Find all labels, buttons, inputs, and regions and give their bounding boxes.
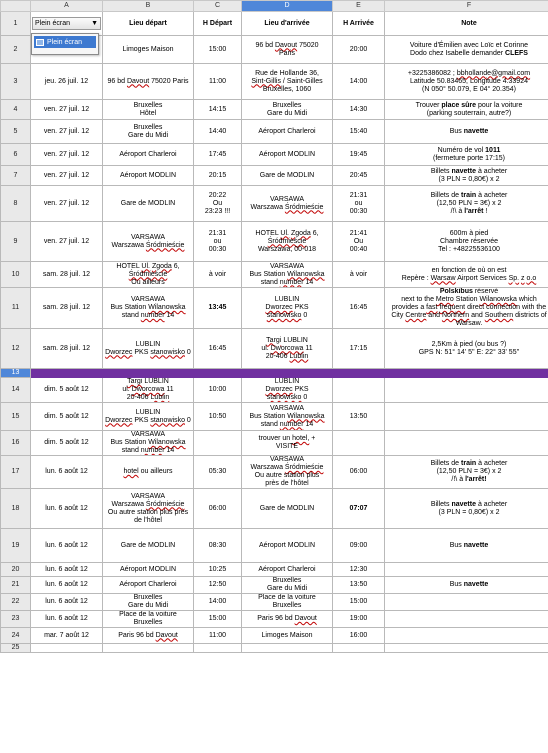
- purple-separator-band: [31, 369, 548, 378]
- cell-h-arrivee[interactable]: à voir: [333, 262, 385, 288]
- cell-date[interactable]: lun. 6 août 12: [31, 456, 103, 489]
- table-row: [1, 262, 548, 288]
- header-h-arrivee[interactable]: H Arrivée: [333, 12, 385, 36]
- cell-h-depart[interactable]: 16:45: [194, 329, 242, 369]
- table-row: [1, 611, 548, 628]
- header-h-depart[interactable]: H Départ: [194, 12, 242, 36]
- cell-h-arrivee[interactable]: [333, 431, 385, 456]
- cell-lieu-arrivee[interactable]: Bruxelles Gare du Midi: [242, 100, 333, 120]
- cell-h-depart[interactable]: 20:15: [194, 166, 242, 186]
- table-row: [1, 563, 548, 577]
- cell-date[interactable]: sam. 28 juil. 12: [31, 262, 103, 288]
- row-number[interactable]: 4: [1, 100, 31, 120]
- cell-h-depart[interactable]: à voir: [194, 262, 242, 288]
- cell-lieu-arrivee[interactable]: LUBLIN Dworzec PKS stanowisko 0: [242, 288, 333, 329]
- cell-date[interactable]: mar. 7 août 12: [31, 628, 103, 644]
- cell-lieu-arrivee[interactable]: Aéroport Charleroi: [242, 563, 333, 577]
- empty-cell[interactable]: [103, 644, 194, 653]
- autofilter-label: Plein écran: [35, 19, 71, 27]
- cell-lieu-arrivee[interactable]: Bruxelles Gare du Midi: [242, 577, 333, 594]
- cell-lieu-depart[interactable]: VARSAWA Warszawa Śródmieście Ou autre station plus près de l'hôtel: [103, 489, 194, 529]
- cell-lieu-arrivee[interactable]: Paris 96 bd Davout: [242, 611, 333, 628]
- cell-lieu-arrivee[interactable]: Place de la voiture Bruxelles: [242, 594, 333, 611]
- row-number[interactable]: 8: [1, 186, 31, 222]
- cell-note[interactable]: Bus navette: [385, 577, 548, 594]
- cell-lieu-depart[interactable]: Aéroport MODLIN: [103, 166, 194, 186]
- row-number[interactable]: 14: [1, 378, 31, 403]
- cell-note[interactable]: 600m à pied Chambre réservée Tel : +48225536100: [385, 222, 548, 262]
- cell-h-depart[interactable]: 05:30: [194, 456, 242, 489]
- cell-h-arrivee[interactable]: 13:50: [333, 577, 385, 594]
- cell-note[interactable]: [385, 611, 548, 628]
- row-number[interactable]: 15: [1, 403, 31, 431]
- cell-lieu-arrivee[interactable]: Aéroport MODLIN: [242, 144, 333, 166]
- cell-date[interactable]: lun. 6 août 12: [31, 489, 103, 529]
- cell-lieu-arrivee[interactable]: VARSAWA Bus Station Wilanowska stand number 14: [242, 403, 333, 431]
- cell-note[interactable]: Voiture d'Émilien avec Loïc et Corinne Dodo chez Isabelle demander CLEFS: [385, 36, 548, 64]
- header-row: [1, 12, 548, 36]
- cell-lieu-depart[interactable]: Bruxelles Hôtel: [103, 100, 194, 120]
- cell-date[interactable]: sam. 28 juil. 12: [31, 288, 103, 329]
- cell-h-arrivee[interactable]: 15:40: [333, 120, 385, 144]
- cell-h-depart[interactable]: 21:31 ou 00:30: [194, 222, 242, 262]
- select-all-corner[interactable]: [1, 1, 31, 12]
- cell-note[interactable]: [385, 594, 548, 611]
- table-row: [1, 120, 548, 144]
- cell-date[interactable]: dim. 5 août 12: [31, 431, 103, 456]
- row-number[interactable]: 23: [1, 611, 31, 628]
- cell-lieu-arrivee[interactable]: Limoges Maison: [242, 628, 333, 644]
- fullscreen-icon: [36, 39, 44, 46]
- cell-note[interactable]: Billets navette à acheter (3 PLN = 0,80€) x 2: [385, 166, 548, 186]
- cell-h-arrivee[interactable]: 14:30: [333, 100, 385, 120]
- autofilter-dropdown[interactable]: [32, 17, 101, 30]
- cell-h-arrivee[interactable]: 16:45: [333, 288, 385, 329]
- chevron-down-icon: ▼: [91, 19, 98, 27]
- cell-lieu-depart[interactable]: VARSAWA Warszawa Śródmieście: [103, 222, 194, 262]
- cell-h-arrivee[interactable]: 07:07: [333, 489, 385, 529]
- cell-date[interactable]: dim. 5 août 12: [31, 403, 103, 431]
- cell-date[interactable]: ven. 27 juil. 12: [31, 144, 103, 166]
- cell-date[interactable]: ven. 27 juil. 12: [31, 120, 103, 144]
- cell-h-arrivee[interactable]: [333, 378, 385, 403]
- cell-lieu-depart[interactable]: Aéroport Charleroi: [103, 577, 194, 594]
- empty-cell[interactable]: [194, 644, 242, 653]
- cell-lieu-depart[interactable]: Targi LUBLIN ul. Dworcowa 11 20-406 Lublin: [103, 378, 194, 403]
- cell-h-depart[interactable]: 15:00: [194, 611, 242, 628]
- cell-note[interactable]: [385, 403, 548, 431]
- cell-note[interactable]: Trouver place sûre pour la voiture (parking souterrain, autre?): [385, 100, 548, 120]
- cell-h-depart[interactable]: 10:50: [194, 403, 242, 431]
- table-row: [1, 144, 548, 166]
- cell-h-depart[interactable]: 10:25: [194, 563, 242, 577]
- cell-date[interactable]: lun. 6 août 12: [31, 563, 103, 577]
- cell-lieu-depart[interactable]: 96 bd Davout 75020 Paris: [103, 64, 194, 100]
- cell-lieu-depart[interactable]: hotel ou ailleurs: [103, 456, 194, 489]
- cell-lieu-depart[interactable]: HOTEL Ul. Zgoda 6, Śródmieście Ou ailleurs: [103, 262, 194, 288]
- cell-lieu-depart[interactable]: Place de la voiture Bruxelles: [103, 611, 194, 628]
- empty-cell[interactable]: [31, 644, 103, 653]
- table-row: [1, 489, 548, 529]
- row-number[interactable]: 9: [1, 222, 31, 262]
- row-number[interactable]: 18: [1, 489, 31, 529]
- cell-lieu-arrivee[interactable]: Gare de MODLIN: [242, 489, 333, 529]
- table-row: [1, 378, 548, 403]
- cell-date[interactable]: lun. 6 août 12: [31, 611, 103, 628]
- cell-note[interactable]: Billets de train à acheter (12,50 PLN = 3€) x 2 /!\ à l'arrêt!: [385, 456, 548, 489]
- cell-note[interactable]: +3225386082 ; bbhollande@gmail.com Latitude 50.83465, Longitude 4.33924 (N 050° 50.079, E 04° 20.354): [385, 64, 548, 100]
- cell-note[interactable]: [385, 563, 548, 577]
- table-row: [1, 628, 548, 644]
- autofilter-cell[interactable]: [31, 12, 103, 36]
- cell-lieu-depart[interactable]: Paris 96 bd Davout: [103, 628, 194, 644]
- cell-lieu-arrivee[interactable]: Rue de Hollande 36, Sint-Gillis / Saint-Gilles Bruxelles, 1060: [242, 64, 333, 100]
- cell-h-arrivee[interactable]: 20:45: [333, 166, 385, 186]
- row-number[interactable]: 24: [1, 628, 31, 644]
- menu-option-plein-ecran[interactable]: [34, 36, 96, 48]
- cell-h-depart[interactable]: 11:00: [194, 64, 242, 100]
- menu-option-label: Plein écran: [47, 38, 83, 46]
- column-header-b[interactable]: B: [103, 1, 194, 12]
- table-row: [1, 644, 548, 653]
- cell-note[interactable]: [385, 628, 548, 644]
- empty-cell[interactable]: [333, 644, 385, 653]
- row-number[interactable]: 1: [1, 12, 31, 36]
- row-number[interactable]: 16: [1, 431, 31, 456]
- cell-date[interactable]: lun. 6 août 12: [31, 594, 103, 611]
- cell-h-arrivee[interactable]: 12:30: [333, 563, 385, 577]
- row-number[interactable]: 10: [1, 262, 31, 288]
- cell-h-depart[interactable]: 12:50: [194, 577, 242, 594]
- row-number[interactable]: 25: [1, 644, 31, 653]
- cell-lieu-arrivee[interactable]: trouver un hotel, + VISITE: [242, 431, 333, 456]
- cell-h-depart[interactable]: 15:00: [194, 36, 242, 64]
- row-number[interactable]: 19: [1, 529, 31, 563]
- table-row: [1, 100, 548, 120]
- row-number[interactable]: 12: [1, 329, 31, 369]
- row-number[interactable]: 5: [1, 120, 31, 144]
- row-number[interactable]: 21: [1, 577, 31, 594]
- cell-h-arrivee[interactable]: 21:41 Ou 00:40: [333, 222, 385, 262]
- cell-date[interactable]: jeu. 26 juil. 12: [31, 64, 103, 100]
- cell-h-depart[interactable]: 17:45: [194, 144, 242, 166]
- table-row: [1, 186, 548, 222]
- cell-note[interactable]: Bus navette: [385, 120, 548, 144]
- empty-cell[interactable]: [242, 644, 333, 653]
- table-row: [1, 456, 548, 489]
- cell-lieu-depart[interactable]: VARSAWA Bus Station Wilanowska stand number 14: [103, 431, 194, 456]
- cell-note[interactable]: en fonction de où on est Repère : Warsaw Airport Services Sp. z o.o: [385, 262, 548, 288]
- cell-note[interactable]: Billets de train à acheter (12,50 PLN = 3€) x 2 /!\ à l'arrêt !: [385, 186, 548, 222]
- cell-note[interactable]: Polskibus réservé next to the Metro Station Wilanowska which provides a fast frequent direct connection with the City Centre and Northern and Southern districts of Warsaw.: [385, 288, 548, 329]
- cell-lieu-depart[interactable]: LUBLIN Dworzec PKS stanowisko 0: [103, 329, 194, 369]
- column-header-a[interactable]: A: [31, 1, 103, 12]
- row-number[interactable]: 2: [1, 36, 31, 64]
- cell-lieu-depart[interactable]: Bruxelles Gare du Midi: [103, 120, 194, 144]
- cell-note[interactable]: [385, 378, 548, 403]
- cell-lieu-arrivee[interactable]: VARSAWA Warszawa Śródmieście Ou autre station plus près de l'hôtel: [242, 456, 333, 489]
- cell-h-depart[interactable]: 13:45: [194, 288, 242, 329]
- column-header-f[interactable]: F: [385, 1, 548, 12]
- row-number[interactable]: 3: [1, 64, 31, 100]
- cell-h-depart[interactable]: 08:30: [194, 529, 242, 563]
- table-row: [1, 577, 548, 594]
- cell-lieu-depart[interactable]: Bruxelles Gare du Midi: [103, 594, 194, 611]
- empty-cell[interactable]: [385, 644, 548, 653]
- cell-lieu-arrivee[interactable]: Aéroport Charleroi: [242, 120, 333, 144]
- cell-date[interactable]: lun. 6 août 12: [31, 577, 103, 594]
- cell-lieu-arrivee[interactable]: 96 bd Davout 75020 Paris: [242, 36, 333, 64]
- cell-date[interactable]: lun. 6 août 12: [31, 529, 103, 563]
- table-row: [1, 403, 548, 431]
- table-row: [1, 166, 548, 186]
- cell-h-depart[interactable]: 14:15: [194, 100, 242, 120]
- cell-lieu-arrivee[interactable]: Gare de MODLIN: [242, 166, 333, 186]
- cell-h-depart[interactable]: [194, 431, 242, 456]
- cell-note[interactable]: Numéro de vol 1011 (fermeture porte 17:15): [385, 144, 548, 166]
- row-number[interactable]: 13: [1, 369, 31, 378]
- cell-date[interactable]: sam. 28 juil. 12: [31, 329, 103, 369]
- cell-lieu-depart[interactable]: LUBLIN Dworzec PKS stanowisko 0: [103, 403, 194, 431]
- table-row: [1, 222, 548, 262]
- cell-h-arrivee[interactable]: 19:45: [333, 144, 385, 166]
- row-number[interactable]: 6: [1, 144, 31, 166]
- cell-lieu-arrivee[interactable]: VARSAWA Warszawa Śródmieście: [242, 186, 333, 222]
- cell-date[interactable]: ven. 27 juil. 12: [31, 222, 103, 262]
- cell-date[interactable]: ven. 27 juil. 12: [31, 166, 103, 186]
- cell-lieu-depart[interactable]: Aéroport MODLIN: [103, 563, 194, 577]
- cell-note[interactable]: [385, 431, 548, 456]
- row-number[interactable]: 22: [1, 594, 31, 611]
- cell-date[interactable]: ven. 27 juil. 12: [31, 186, 103, 222]
- table-row: [1, 594, 548, 611]
- cell-h-arrivee[interactable]: 13:50: [333, 403, 385, 431]
- cell-note[interactable]: Bus navette: [385, 529, 548, 563]
- header-note[interactable]: Note: [385, 12, 548, 36]
- cell-note[interactable]: 2,5Km à pied (ou bus ?) GPS N: 51° 14' 5'' E: 22° 33' 55'': [385, 329, 548, 369]
- cell-h-arrivee[interactable]: 20:00: [333, 36, 385, 64]
- cell-lieu-arrivee[interactable]: Targi LUBLIN ul. Dworcowa 11 20-406 Lublin: [242, 329, 333, 369]
- table-row: [1, 529, 548, 563]
- cell-date[interactable]: dim. 5 août 12: [31, 378, 103, 403]
- cell-h-depart[interactable]: 14:00: [194, 594, 242, 611]
- cell-h-arrivee[interactable]: 16:00: [333, 628, 385, 644]
- cell-h-depart[interactable]: 20:22 Ou 23:23 !!!: [194, 186, 242, 222]
- cell-date[interactable]: ven. 27 juil. 12: [31, 100, 103, 120]
- row-number[interactable]: 11: [1, 288, 31, 329]
- cell-lieu-arrivee[interactable]: Aéroport MODLIN: [242, 529, 333, 563]
- column-header-row: [1, 1, 548, 12]
- cell-h-arrivee[interactable]: 15:00: [333, 594, 385, 611]
- table-row: [1, 431, 548, 456]
- column-header-e[interactable]: E: [333, 1, 385, 12]
- header-lieu-depart[interactable]: Lieu départ: [103, 12, 194, 36]
- cell-h-arrivee[interactable]: 09:00: [333, 529, 385, 563]
- separator-row: [1, 369, 548, 378]
- row-number[interactable]: 7: [1, 166, 31, 186]
- cell-h-depart[interactable]: 11:00: [194, 628, 242, 644]
- cell-h-arrivee[interactable]: 19:00: [333, 611, 385, 628]
- column-header-d[interactable]: D: [242, 1, 333, 12]
- table-row: [1, 288, 548, 329]
- cell-h-depart[interactable]: 06:00: [194, 489, 242, 529]
- cell-lieu-arrivee[interactable]: VARSAWA Bus Station Wilanowska stand number 14: [242, 262, 333, 288]
- cell-lieu-depart[interactable]: Limoges Maison: [103, 36, 194, 64]
- cell-lieu-arrivee[interactable]: HOTEL Ul. Zgoda 6, Śródmieście Warszawa, 00-018: [242, 222, 333, 262]
- cell-lieu-arrivee[interactable]: LUBLIN Dworzec PKS stanowisko 0: [242, 378, 333, 403]
- row-number[interactable]: 20: [1, 563, 31, 577]
- cell-h-depart[interactable]: 14:40: [194, 120, 242, 144]
- cell-lieu-depart[interactable]: Aéroport Charleroi: [103, 144, 194, 166]
- cell-h-arrivee[interactable]: 06:00: [333, 456, 385, 489]
- row-number[interactable]: 17: [1, 456, 31, 489]
- header-lieu-arrivee[interactable]: Lieu d'arrivée: [242, 12, 333, 36]
- table-row: [1, 329, 548, 369]
- cell-h-arrivee[interactable]: 17:15: [333, 329, 385, 369]
- table-row: [1, 64, 548, 100]
- cell-h-depart[interactable]: 10:00: [194, 378, 242, 403]
- cell-h-arrivee[interactable]: 14:00: [333, 64, 385, 100]
- autofilter-menu: [31, 33, 99, 55]
- cell-lieu-depart[interactable]: Gare de MODLIN: [103, 529, 194, 563]
- cell-lieu-depart[interactable]: Gare de MODLIN: [103, 186, 194, 222]
- cell-h-arrivee[interactable]: 21:31 ou 00:30: [333, 186, 385, 222]
- column-header-c[interactable]: C: [194, 1, 242, 12]
- cell-lieu-depart[interactable]: VARSAWA Bus Station Wilanowska stand number 14: [103, 288, 194, 329]
- cell-note[interactable]: Billets navette à acheter (3 PLN = 0,80€) x 2: [385, 489, 548, 529]
